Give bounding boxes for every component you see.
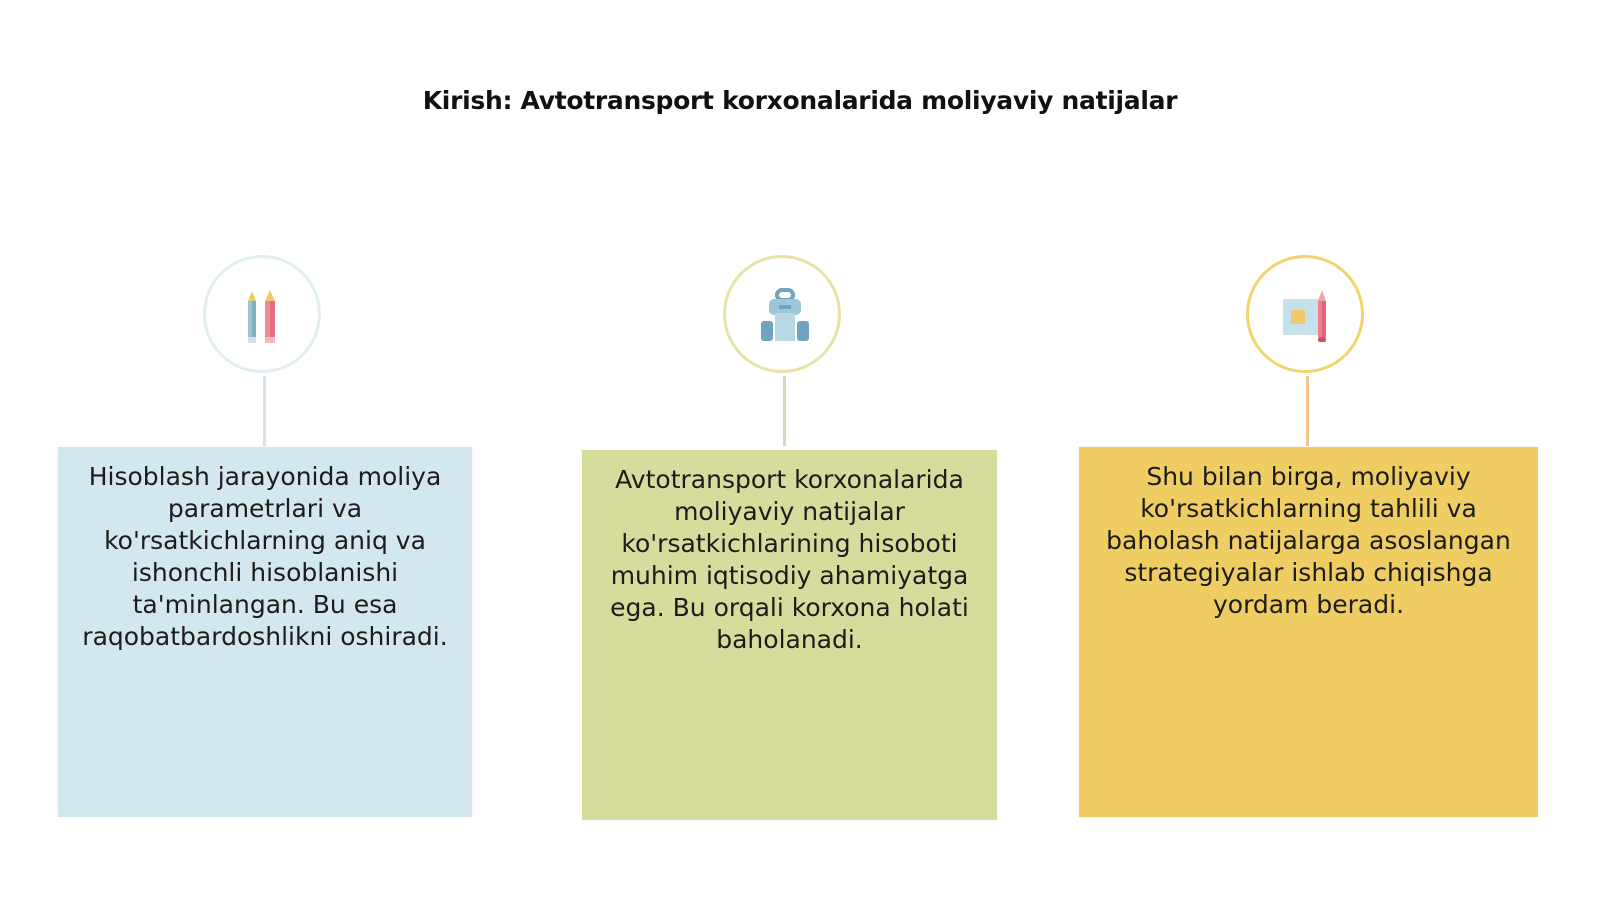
icon-ring-2 bbox=[723, 255, 841, 373]
connector-line-3 bbox=[1306, 376, 1309, 446]
page-title: Kirish: Avtotransport korxonalarida moliyaviy natijalar bbox=[422, 86, 1178, 115]
icon-ring-1 bbox=[203, 255, 321, 373]
step-text-2: Avtotransport korxonalarida moliyaviy natijalar ko'rsatkichlarining hisoboti muhim iqtisodiy ahamiyatga ega. Bu orqali korxona holati baholanadi. bbox=[610, 465, 969, 654]
step-card-3 bbox=[1079, 447, 1538, 817]
icon-ring-3 bbox=[1246, 255, 1364, 373]
connector-line-1 bbox=[263, 376, 266, 446]
notebook-pencil-icon bbox=[1278, 287, 1338, 347]
step-text-1: Hisoblash jarayonida moliya parametrlari va ko'rsatkichlarning aniq va ishonchli hisoblanishi ta'minlangan. Bu esa raqobatbardoshlikni oshiradi. bbox=[82, 462, 448, 651]
step-text-3: Shu bilan birga, moliyaviy ko'rsatkichlarning tahlili va baholash natijalarga asoslangan strategiyalar ishlab chiqishga yordam beradi. bbox=[1106, 462, 1511, 619]
connector-line-2 bbox=[783, 376, 786, 446]
step-card-1 bbox=[58, 447, 472, 817]
pencils-icon bbox=[235, 287, 295, 347]
step-card-2 bbox=[582, 450, 997, 820]
backpack-icon bbox=[755, 287, 815, 347]
